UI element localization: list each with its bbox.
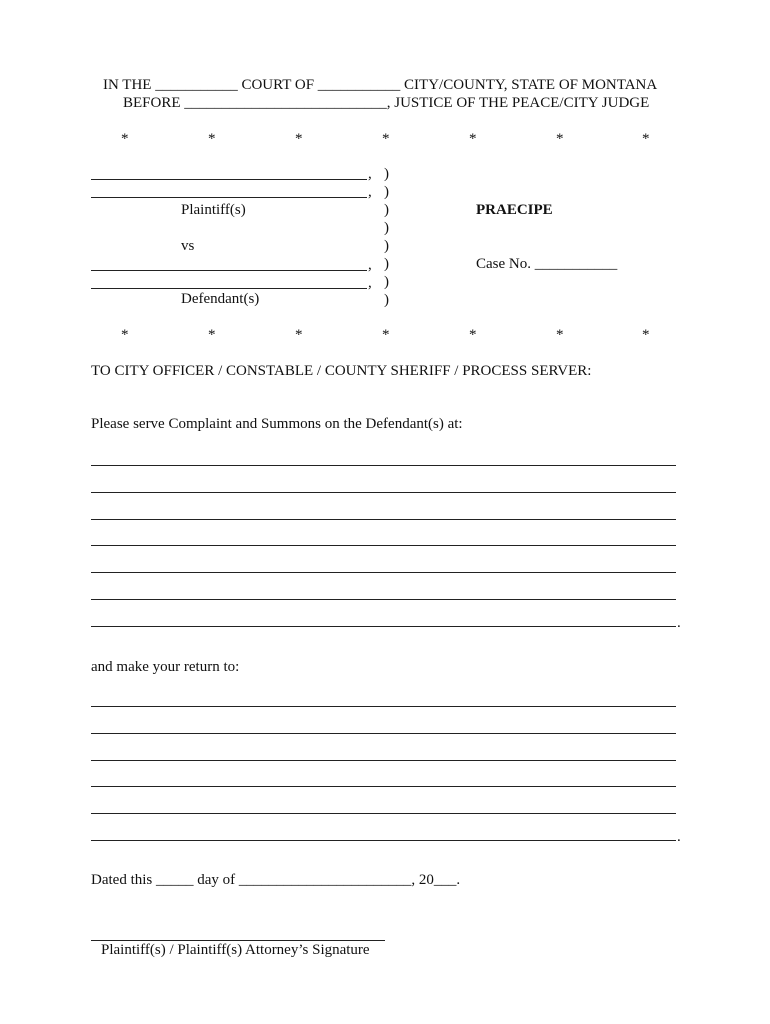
caption-paren: ) <box>384 292 389 308</box>
caption-paren: ) <box>384 256 389 272</box>
defendant-name-line-1[interactable] <box>91 270 367 271</box>
caption-paren: ) <box>384 202 389 218</box>
comma: , <box>368 184 372 200</box>
service-address-line[interactable] <box>91 626 676 627</box>
judge-header-line: BEFORE ___________________________, JUSTICE OF THE PEACE/CITY JUDGE <box>123 95 650 111</box>
star: * <box>382 327 390 343</box>
service-address-line[interactable] <box>91 519 676 520</box>
star: * <box>556 327 564 343</box>
comma: , <box>368 257 372 273</box>
star: * <box>556 131 564 147</box>
return-address-line[interactable] <box>91 786 676 787</box>
plaintiff-name-line-2[interactable] <box>91 197 367 198</box>
court-header-line: IN THE ___________ COURT OF ___________ CITY/COUNTY, STATE OF MONTANA <box>103 77 658 93</box>
star: * <box>295 327 303 343</box>
dated-line[interactable]: Dated this _____ day of _______________________, 20___. <box>91 872 461 888</box>
caption-paren: ) <box>384 220 389 236</box>
addressee-line: TO CITY OFFICER / CONSTABLE / COUNTY SHERIFF / PROCESS SERVER: <box>91 363 592 379</box>
caption-paren: ) <box>384 274 389 290</box>
caption-paren: ) <box>384 184 389 200</box>
serve-instruction: Please serve Complaint and Summons on the Defendant(s) at: <box>91 416 463 432</box>
star: * <box>382 131 390 147</box>
period: . <box>677 829 681 845</box>
service-address-line[interactable] <box>91 492 676 493</box>
star: * <box>642 131 650 147</box>
comma: , <box>368 166 372 182</box>
plaintiff-name-line-1[interactable] <box>91 179 367 180</box>
return-instruction: and make your return to: <box>91 659 240 675</box>
service-address-line[interactable] <box>91 545 676 546</box>
caption-paren: ) <box>384 238 389 254</box>
case-number-field[interactable]: Case No. ___________ <box>476 256 618 272</box>
defendant-name-line-2[interactable] <box>91 288 367 289</box>
vs-label: vs <box>181 238 195 254</box>
star: * <box>208 327 216 343</box>
document-title: PRAECIPE <box>476 202 553 218</box>
defendant-label: Defendant(s) <box>181 291 260 307</box>
return-address-line[interactable] <box>91 706 676 707</box>
star: * <box>469 131 477 147</box>
comma: , <box>368 275 372 291</box>
star: * <box>121 131 129 147</box>
service-address-line[interactable] <box>91 465 676 466</box>
period: . <box>677 615 681 631</box>
star: * <box>642 327 650 343</box>
return-address-line[interactable] <box>91 760 676 761</box>
return-address-line[interactable] <box>91 813 676 814</box>
service-address-line[interactable] <box>91 599 676 600</box>
star: * <box>121 327 129 343</box>
signature-label: Plaintiff(s) / Plaintiff(s) Attorney’s Signature <box>101 942 370 958</box>
service-address-line[interactable] <box>91 572 676 573</box>
return-address-line[interactable] <box>91 840 676 841</box>
star: * <box>295 131 303 147</box>
caption-paren: ) <box>384 166 389 182</box>
star: * <box>469 327 477 343</box>
star: * <box>208 131 216 147</box>
plaintiff-label: Plaintiff(s) <box>181 202 246 218</box>
return-address-line[interactable] <box>91 733 676 734</box>
